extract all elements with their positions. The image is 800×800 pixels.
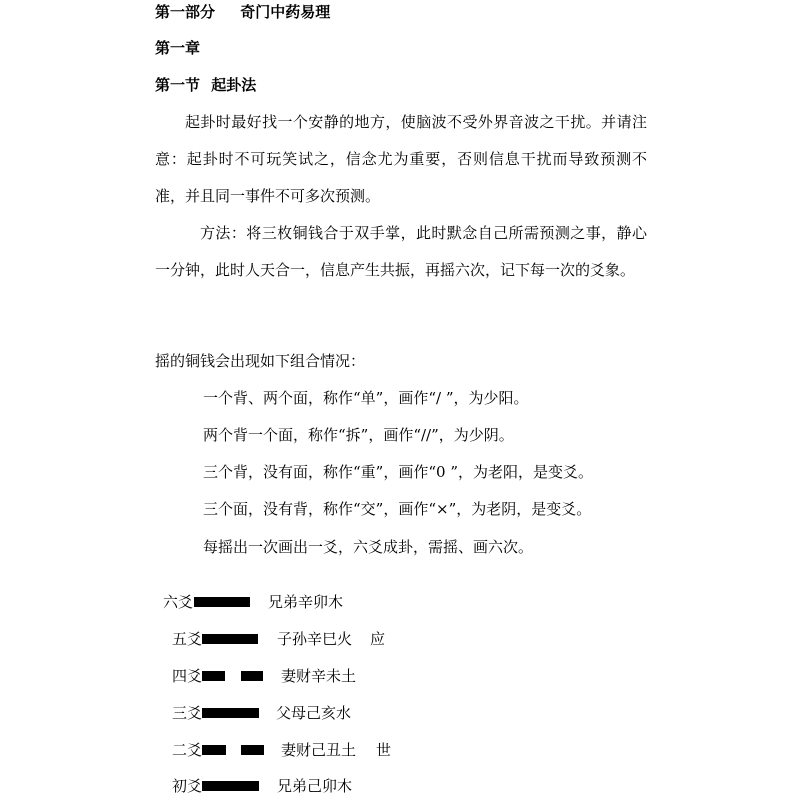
part-heading <box>155 2 330 22</box>
line-relation: 妻财辛未土 <box>281 667 357 685</box>
line-label: 六爻 <box>163 593 194 611</box>
intro-paragraph: 起卦时最好找一个安静的地方，使脑波不受外界音波之干扰。并请注意：起卦时不可玩笑试之，信念尤为重要，否则信息干扰而导致预测不准，并且同一事件不可多次预测。 <box>155 113 647 205</box>
hexagram-line-5 <box>0 629 800 649</box>
hexagram-line-1 <box>0 776 800 796</box>
line-relation: 子孙辛巳火 <box>277 630 353 648</box>
yin-line-right <box>241 745 264 755</box>
section-heading <box>155 75 256 95</box>
line-label: 二爻 <box>172 741 203 759</box>
hexagram-line-2 <box>0 740 800 760</box>
line-relation: 兄弟辛卯木 <box>268 593 344 611</box>
line-relation: 父母己亥水 <box>276 704 352 722</box>
section-title: 起卦法 <box>211 76 257 94</box>
yang-line <box>202 708 259 718</box>
rule-item: 三个背，没有面，称作“重”，画作“0 ”，为老阳，是变爻。 <box>203 463 593 481</box>
chapter-heading: 第一章 <box>155 39 201 57</box>
yin-line-left <box>202 671 225 681</box>
hexagram-line-3 <box>0 703 800 723</box>
line-label: 三爻 <box>172 704 203 722</box>
hexagram-line-4 <box>0 666 800 686</box>
hexagram-line-6 <box>0 592 800 612</box>
line-label: 五爻 <box>172 630 203 648</box>
yang-line <box>202 634 258 644</box>
combo-heading: 摇的铜钱会出现如下组合情况： <box>155 352 366 370</box>
rule-item: 每摇出一次画出一爻，六爻成卦，需摇、画六次。 <box>203 538 534 556</box>
section-number: 第一节 <box>155 76 201 94</box>
shi-marker: 世 <box>376 741 392 759</box>
rule-item: 两个背一个面，称作“拆”，画作“//”，为少阴。 <box>203 426 514 444</box>
line-label: 四爻 <box>172 667 203 685</box>
yin-line-right <box>241 671 263 681</box>
yin-line-left <box>202 745 226 755</box>
line-relation: 兄弟己卯木 <box>277 777 353 795</box>
ying-marker: 应 <box>370 630 386 648</box>
line-label: 初爻 <box>172 777 203 795</box>
line-relation: 妻财己丑土 <box>281 741 357 759</box>
part-title: 奇门中药易理 <box>240 3 331 21</box>
method-paragraph: 方法：将三枚铜钱合于双手掌，此时默念自己所需预测之事，静心一分钟，此时人天合一，信息产生共振，再摇六次，记下每一次的爻象。 <box>155 224 647 279</box>
rule-item: 三个面，没有背，称作“交”，画作“×”，为老阴，是变爻。 <box>203 500 592 518</box>
part-number: 第一部分 <box>155 3 216 21</box>
yang-line <box>194 597 250 607</box>
rule-item: 一个背、两个面，称作“单”，画作“/ ”，为少阳。 <box>203 389 529 407</box>
yang-line <box>202 781 259 791</box>
